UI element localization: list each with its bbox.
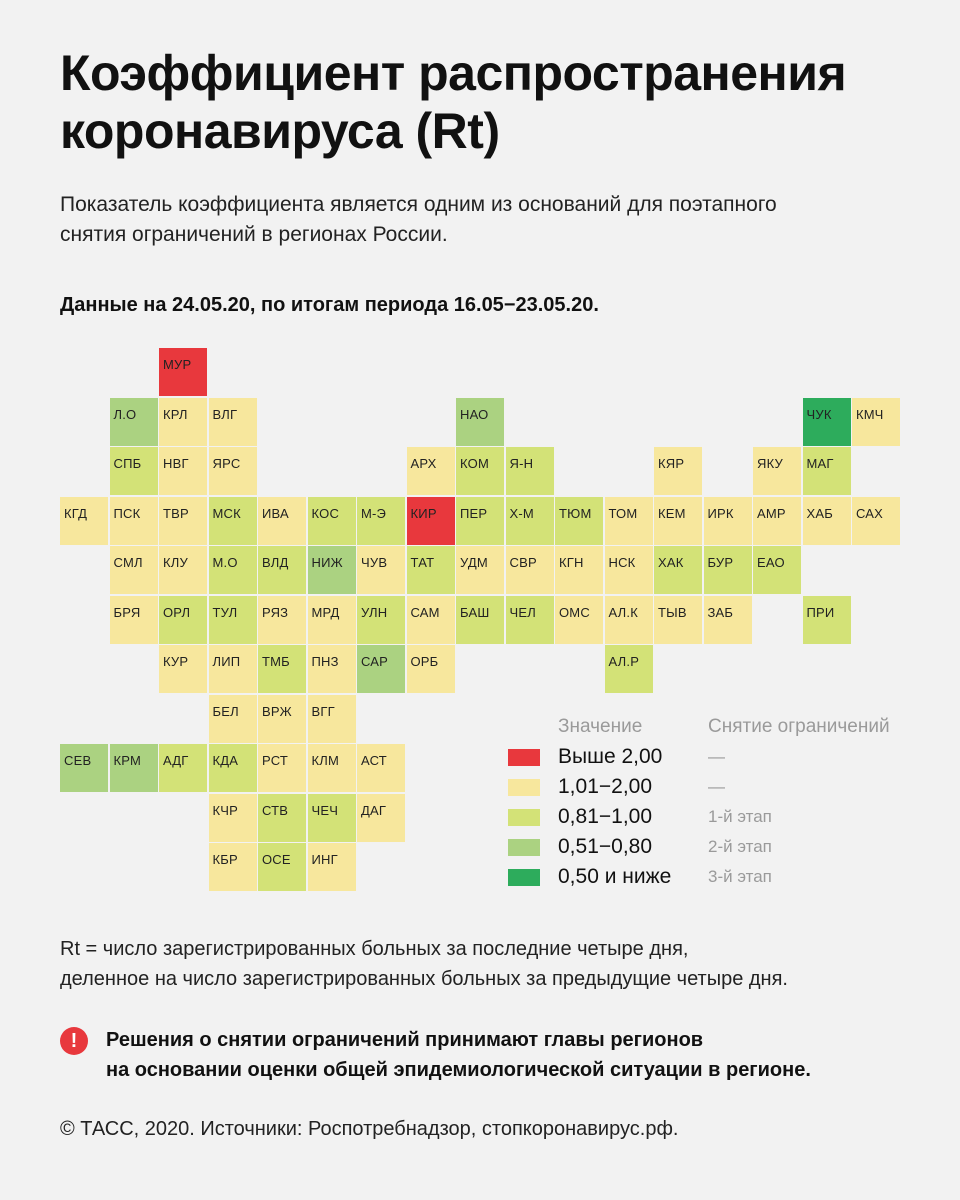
region-tile-ЛИП: ЛИП <box>209 645 257 693</box>
region-tile-Я-Н: Я-Н <box>506 447 554 495</box>
title-line-2: коронавируса (Rt) <box>60 103 500 159</box>
region-tile-ПСК: ПСК <box>110 497 158 545</box>
subtitle-line-2: снятия ограничений в регионах России. <box>60 223 448 246</box>
region-tile-АСТ: АСТ <box>357 744 405 792</box>
legend-row-1-2 <box>508 772 928 802</box>
region-tile-СМЛ: СМЛ <box>110 546 158 594</box>
region-tile-Х-М: Х-М <box>506 497 554 545</box>
region-tile-ТВР: ТВР <box>159 497 207 545</box>
legend-row-050-below <box>508 862 928 892</box>
region-tile-СТВ: СТВ <box>258 794 306 842</box>
region-tile-ПНЗ: ПНЗ <box>308 645 356 693</box>
title-line-1: Коэффициент распространения <box>60 45 847 101</box>
legend-swatch-green <box>508 839 540 856</box>
region-tile-ПЕР: ПЕР <box>456 497 504 545</box>
region-tile-ОСЕ: ОСЕ <box>258 843 306 891</box>
region-tile-ТУЛ: ТУЛ <box>209 596 257 644</box>
region-tile-ТОМ: ТОМ <box>605 497 653 545</box>
exclamation-icon: ! <box>60 1027 88 1055</box>
legend-swatch-yellow <box>508 779 540 796</box>
region-tile-ВРЖ: ВРЖ <box>258 695 306 743</box>
region-tile-АЛ.К: АЛ.К <box>605 596 653 644</box>
region-tile-СПБ: СПБ <box>110 447 158 495</box>
region-tile-БАШ: БАШ <box>456 596 504 644</box>
region-tile-ЧУК: ЧУК <box>803 398 851 446</box>
region-tile-УДМ: УДМ <box>456 546 504 594</box>
region-tile-Л.О: Л.О <box>110 398 158 446</box>
region-tile-ХАК: ХАК <box>654 546 702 594</box>
region-tile-КОМ: КОМ <box>456 447 504 495</box>
region-tile-НСК: НСК <box>605 546 653 594</box>
region-tile-БУР: БУР <box>704 546 752 594</box>
region-tile-КГД: КГД <box>60 497 108 545</box>
formula-line-1: Rt = число зарегистрированных больных за последние четыре дня, <box>60 938 689 960</box>
data-date-heading: Данные на 24.05.20, по итогам периода 16.05−23.05.20. <box>60 294 599 316</box>
region-tile-РЯЗ: РЯЗ <box>258 596 306 644</box>
region-tile-ЯКУ: ЯКУ <box>753 447 801 495</box>
legend-row-081-1 <box>508 802 928 832</box>
region-tile-ЧУВ: ЧУВ <box>357 546 405 594</box>
region-tile-ВЛГ: ВЛГ <box>209 398 257 446</box>
region-tile-КРМ: КРМ <box>110 744 158 792</box>
region-tile-ВГГ: ВГГ <box>308 695 356 743</box>
region-tile-УЛН: УЛН <box>357 596 405 644</box>
region-tile-ЗАБ: ЗАБ <box>704 596 752 644</box>
legend-label: 0,81−1,00 <box>558 805 653 828</box>
subtitle-line-1: Показатель коэффициента является одним из оснований для поэтапного <box>60 193 777 216</box>
legend-stage: 2-й этап <box>708 837 772 856</box>
warning-line-2: на основании оценки общей эпидемиологической ситуации в регионе. <box>106 1059 811 1081</box>
page-title <box>60 44 920 160</box>
region-tile-СЕВ: СЕВ <box>60 744 108 792</box>
legend-row-above-2 <box>508 742 928 772</box>
warning-note <box>106 1025 926 1085</box>
region-tile-ИРК: ИРК <box>704 497 752 545</box>
region-tile-ВЛД: ВЛД <box>258 546 306 594</box>
region-tile-ДАГ: ДАГ <box>357 794 405 842</box>
legend-header-value: Значение <box>558 716 643 737</box>
region-tile-ЧЕЛ: ЧЕЛ <box>506 596 554 644</box>
subtitle <box>60 190 920 250</box>
legend-label: 0,50 и ниже <box>558 865 672 888</box>
region-tile-АДГ: АДГ <box>159 744 207 792</box>
region-tile-М.О: М.О <box>209 546 257 594</box>
region-tile-ЧЕЧ: ЧЕЧ <box>308 794 356 842</box>
region-tile-ХАБ: ХАБ <box>803 497 851 545</box>
region-tile-ПРИ: ПРИ <box>803 596 851 644</box>
region-tile-КМЧ: КМЧ <box>852 398 900 446</box>
region-tile-КЛМ: КЛМ <box>308 744 356 792</box>
region-tile-ЕАО: ЕАО <box>753 546 801 594</box>
region-tile-АРХ: АРХ <box>407 447 455 495</box>
region-tile-ТЫВ: ТЫВ <box>654 596 702 644</box>
legend-stage: 3-й этап <box>708 867 772 886</box>
region-tile-НИЖ: НИЖ <box>308 546 356 594</box>
region-tile-КУР: КУР <box>159 645 207 693</box>
region-tile-ЯРС: ЯРС <box>209 447 257 495</box>
warning-line-1: Решения о снятии ограничений принимают главы регионов <box>106 1029 704 1051</box>
region-tile-КЧР: КЧР <box>209 794 257 842</box>
region-tile-КЯР: КЯР <box>654 447 702 495</box>
formula-line-2: деленное на число зарегистрированных больных за предыдущие четыре дня. <box>60 968 788 990</box>
region-tile-КОС: КОС <box>308 497 356 545</box>
legend-stage: — <box>708 777 725 796</box>
region-tile-КРЛ: КРЛ <box>159 398 207 446</box>
region-tile-ОМС: ОМС <box>555 596 603 644</box>
legend-label: Выше 2,00 <box>558 745 663 768</box>
region-tile-КГН: КГН <box>555 546 603 594</box>
region-tile-САР: САР <box>357 645 405 693</box>
legend-row-051-080 <box>508 832 928 862</box>
region-tile-КДА: КДА <box>209 744 257 792</box>
region-tile-РСТ: РСТ <box>258 744 306 792</box>
region-tile-КИР: КИР <box>407 497 455 545</box>
region-tile-БРЯ: БРЯ <box>110 596 158 644</box>
legend-stage: — <box>708 747 725 766</box>
region-tile-МСК: МСК <box>209 497 257 545</box>
rt-formula-note <box>60 934 940 994</box>
region-tile-ТАТ: ТАТ <box>407 546 455 594</box>
legend-swatch-red <box>508 749 540 766</box>
legend-label: 0,51−0,80 <box>558 835 653 858</box>
region-tile-СВР: СВР <box>506 546 554 594</box>
copyright-sources: © ТАСС, 2020. Источники: Роспотребнадзор, стопкоронавирус.рф. <box>60 1118 679 1140</box>
region-tile-МРД: МРД <box>308 596 356 644</box>
legend-stage: 1-й этап <box>708 807 772 826</box>
region-tile-НВГ: НВГ <box>159 447 207 495</box>
region-tile-ИВА: ИВА <box>258 497 306 545</box>
region-tile-ТМБ: ТМБ <box>258 645 306 693</box>
region-tile-ОРЛ: ОРЛ <box>159 596 207 644</box>
region-tile-МУР: МУР <box>159 348 207 396</box>
region-tile-ИНГ: ИНГ <box>308 843 356 891</box>
region-tile-МАГ: МАГ <box>803 447 851 495</box>
legend-header-stage: Снятие ограничений <box>708 716 890 737</box>
region-tile-БЕЛ: БЕЛ <box>209 695 257 743</box>
region-tile-ОРБ: ОРБ <box>407 645 455 693</box>
region-tile-КБР: КБР <box>209 843 257 891</box>
region-tile-ТЮМ: ТЮМ <box>555 497 603 545</box>
region-tile-НАО: НАО <box>456 398 504 446</box>
region-tile-КЛУ: КЛУ <box>159 546 207 594</box>
region-tile-САМ: САМ <box>407 596 455 644</box>
legend-label: 1,01−2,00 <box>558 775 653 798</box>
legend-swatch-dark-green <box>508 869 540 886</box>
region-tile-КЕМ: КЕМ <box>654 497 702 545</box>
region-tile-САХ: САХ <box>852 497 900 545</box>
region-tile-М-Э: М-Э <box>357 497 405 545</box>
region-tile-АЛ.Р: АЛ.Р <box>605 645 653 693</box>
region-tile-АМР: АМР <box>753 497 801 545</box>
legend-swatch-light-green <box>508 809 540 826</box>
